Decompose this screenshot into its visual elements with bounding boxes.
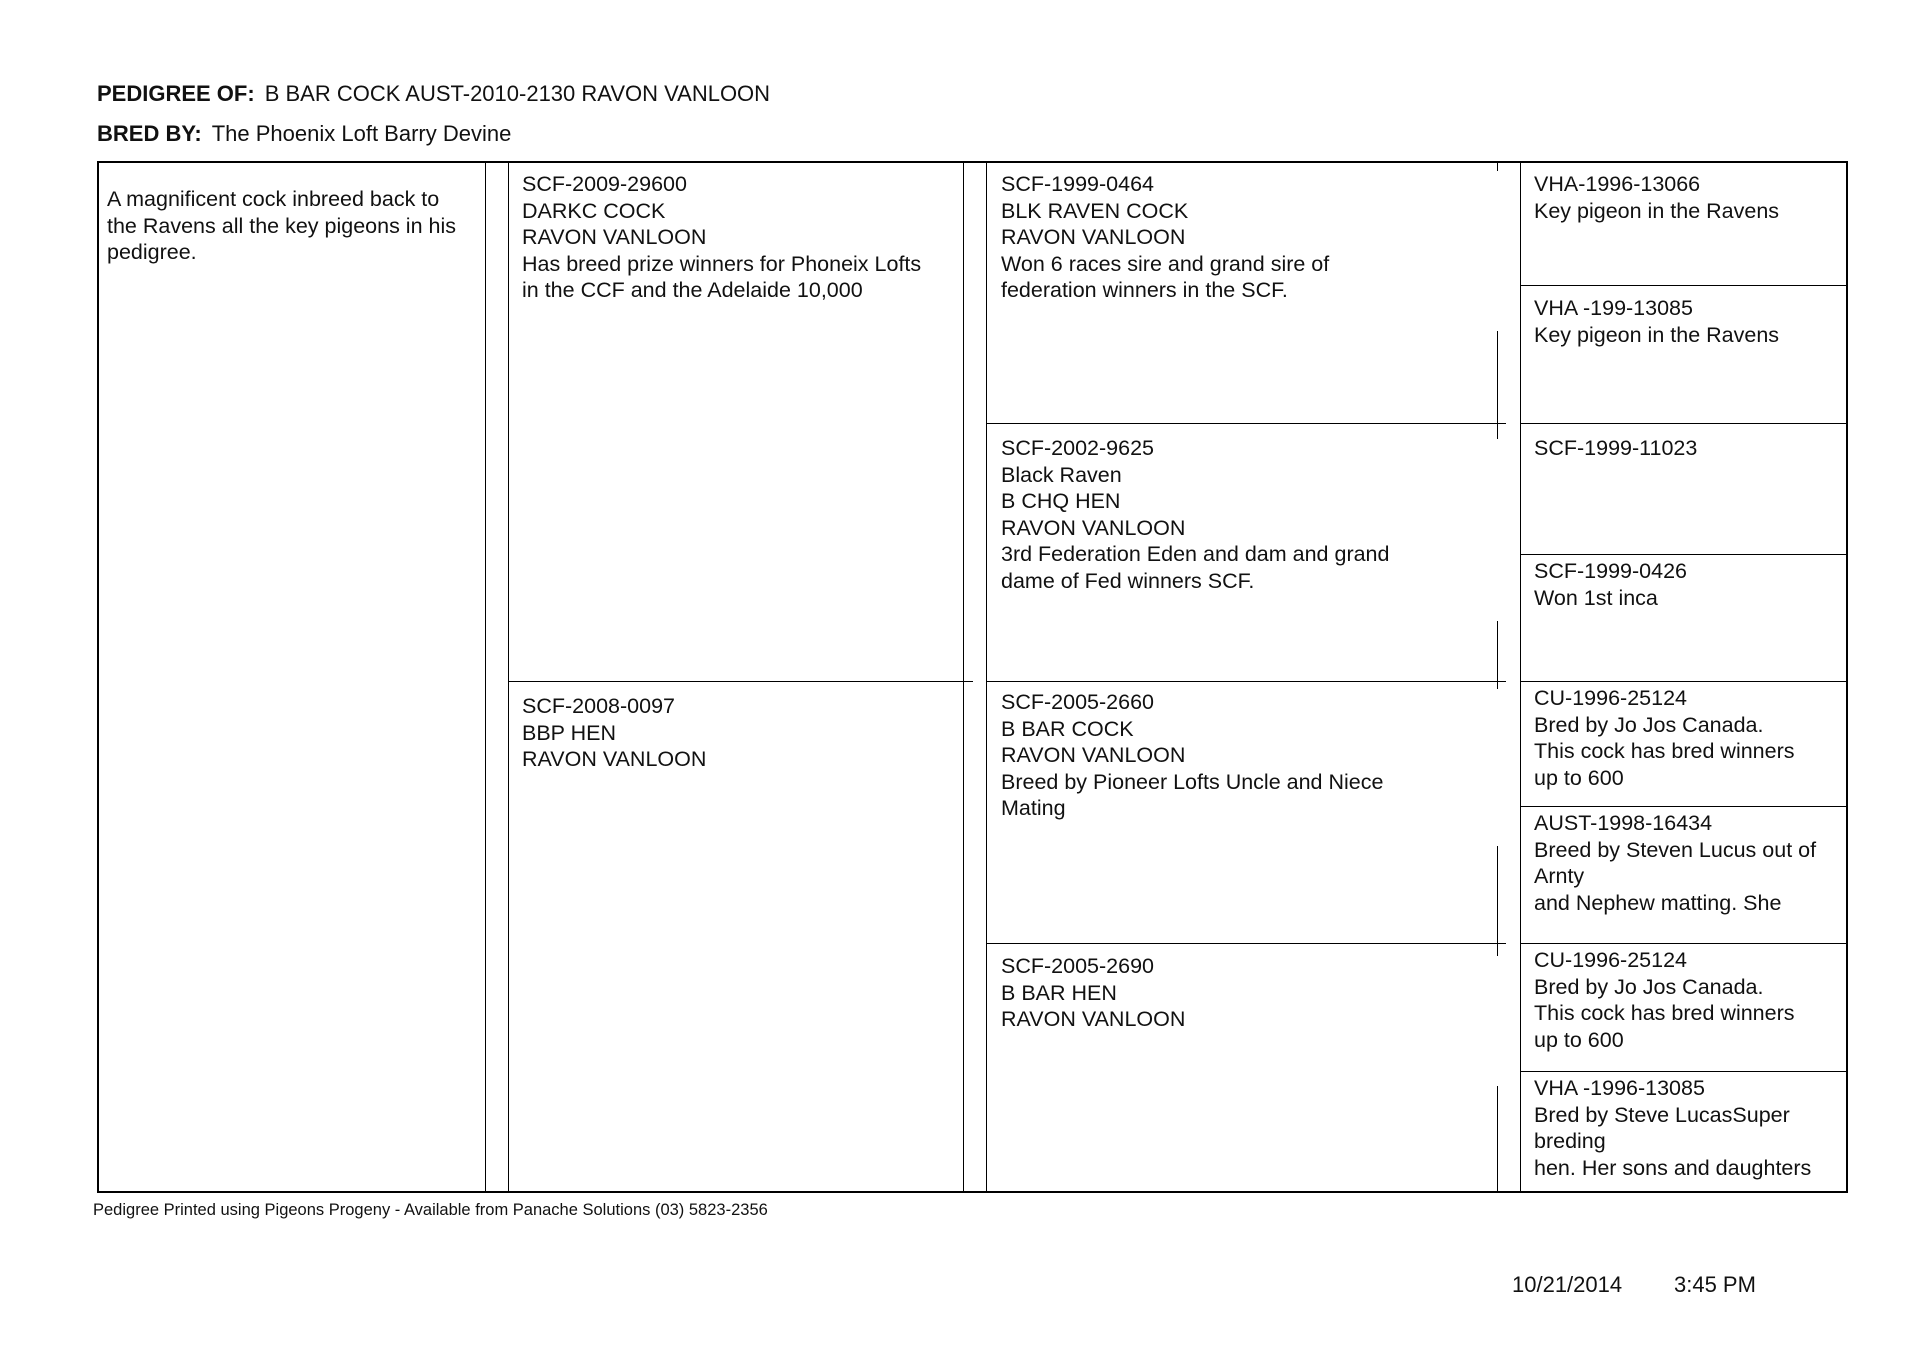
col3-bottom-bar — [1497, 1191, 1521, 1193]
sire-dam-card: SCF-2002-9625 Black Raven B CHQ HEN RAVON VANLOON 3rd Federation Eden and dam and grand dame of Fed winners SCF. — [1001, 436, 1390, 593]
ggp-split-3 — [1520, 554, 1848, 555]
frame-right-line — [1846, 161, 1848, 1193]
ggp-split-4 — [1520, 681, 1848, 682]
ggp-split-7 — [1520, 1071, 1848, 1072]
footer-note: Pedigree Printed using Pigeons Progeny - Available from Panache Solutions (03) 5823-2356 — [93, 1201, 768, 1219]
col2-bottom-bar — [963, 1191, 987, 1193]
col3-right-seg-2 — [1497, 621, 1498, 689]
col3-right-seg-4 — [1497, 1086, 1498, 1193]
dam-card: SCF-2008-0097 BBP HEN RAVON VANLOON — [522, 694, 707, 771]
pedigree-of-line — [97, 81, 770, 107]
gp-split-2 — [986, 681, 1506, 682]
pedigree-chart — [97, 161, 1848, 1193]
bred-by-label: BRED BY: — [97, 121, 202, 146]
great-grandparent-card-6: AUST-1998-16434 Breed by Steven Lucus out of Arnty and Nephew matting. She — [1534, 811, 1817, 915]
dam-sire-card: SCF-2005-2660 B BAR COCK RAVON VANLOON Breed by Pioneer Lofts Uncle and Niece Mating — [1001, 690, 1384, 820]
gp-split-1 — [986, 423, 1506, 424]
bred-by-line — [97, 121, 511, 147]
frame-top-line — [97, 161, 1848, 163]
great-grandparent-card-7: CU-1996-25124 Bred by Jo Jos Canada. This cock has bred winners up to 600 — [1534, 948, 1795, 1052]
dam-dam-card: SCF-2005-2690 B BAR HEN RAVON VANLOON — [1001, 954, 1186, 1031]
great-grandparent-card-5: CU-1996-25124 Bred by Jo Jos Canada. This cock has bred winners up to 600 — [1534, 686, 1795, 790]
great-grandparent-card-4: SCF-1999-0426 Won 1st inca — [1534, 559, 1687, 610]
great-grandparent-card-8: VHA -1996-13085 Bred by Steve LucasSuper breding hen. Her sons and daughters — [1534, 1076, 1812, 1180]
ggp-split-2 — [1520, 423, 1848, 424]
parents-split-line — [508, 681, 973, 682]
col1-right-line — [485, 161, 486, 1193]
ggp-split-1 — [1520, 285, 1848, 286]
gp-split-3 — [986, 943, 1506, 944]
subject-description: A magnificent cock inbreed back to the Ravens all the key pigeons in his pedigree. — [107, 187, 456, 264]
great-grandparent-card-3: SCF-1999-11023 — [1534, 436, 1698, 460]
sire-card: SCF-2009-29600 DARKC COCK RAVON VANLOON Has breed prize winners for Phoneix Lofts in the CCF and the Adelaide 10,000 — [522, 172, 922, 302]
pedigree-of-label: PEDIGREE OF: — [97, 81, 255, 106]
col3-right-seg-3 — [1497, 846, 1498, 956]
col2-right-line — [963, 161, 964, 1193]
print-time: 3:45 PM — [1674, 1272, 1756, 1297]
col1-bottom-bar — [485, 1191, 509, 1193]
col4-left-line — [1520, 161, 1521, 1193]
print-date: 10/21/2014 — [1512, 1272, 1623, 1297]
bred-by-value: The Phoenix Loft Barry Devine — [211, 121, 512, 146]
frame-left-line — [97, 161, 99, 1193]
col3-left-line — [986, 161, 987, 1193]
ggp-split-5 — [1520, 806, 1848, 807]
ggp-split-6 — [1520, 943, 1848, 944]
sire-sire-card: SCF-1999-0464 BLK RAVEN COCK RAVON VANLOON Won 6 races sire and grand sire of federation winners in the SCF. — [1001, 172, 1330, 302]
great-grandparent-card-2: VHA -199-13085 Key pigeon in the Ravens — [1534, 296, 1780, 347]
col3-right-tick-top — [1497, 161, 1498, 171]
pedigree-of-value: B BAR COCK AUST-2010-2130 RAVON VANLOON — [264, 81, 771, 106]
col2-left-line — [508, 161, 509, 1193]
great-grandparent-card-1: VHA-1996-13066 Key pigeon in the Ravens — [1534, 172, 1780, 223]
